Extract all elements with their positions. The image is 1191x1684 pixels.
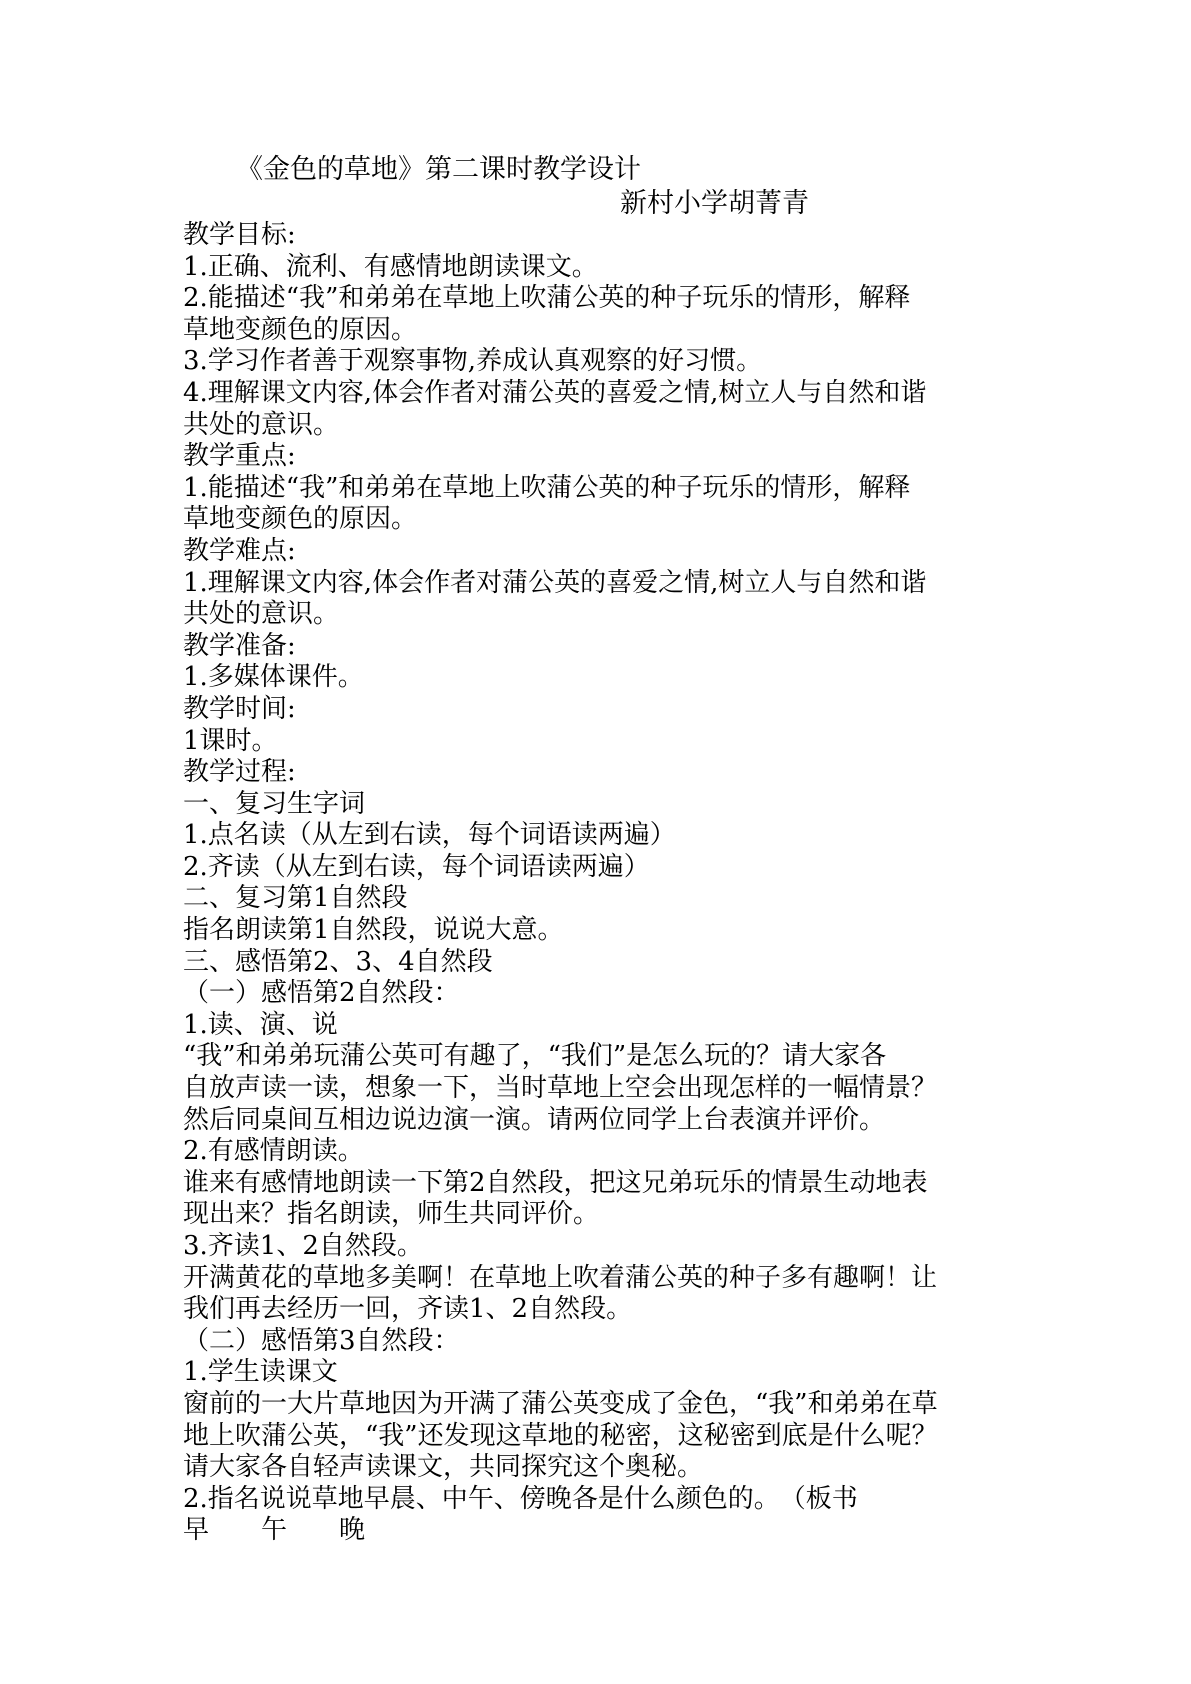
body-line: 3.齐读1、2自然段。 (183, 1231, 423, 1261)
document-title: 《金色的草地》第二课时教学设计 (236, 154, 641, 185)
body-line: 开满黄花的草地多美啊！在草地上吹着蒲公英的种子多有趣啊！让 (183, 1262, 938, 1293)
body-line: （二）感悟第3自然段： (183, 1325, 460, 1356)
document-author: 新村小学胡菁青 (620, 188, 809, 219)
body-line: 教学过程: (183, 757, 296, 788)
body-line: 共处的意识。 (183, 599, 340, 630)
body-line: 2.能描述“我”和弟弟在草地上吹蒲公英的种子玩乐的情形，解释 (183, 283, 911, 314)
body-line: 1.学生读课文 (183, 1357, 338, 1388)
body-line: 草地变颜色的原因。 (183, 504, 418, 535)
body-line: 请大家各自轻声读课文，共同探究这个奥秘。 (183, 1452, 704, 1483)
body-line: 1.点名读（从左到右读，每个词语读两遍） (183, 820, 676, 851)
body-line: 现出来？指名朗读，师生共同评价。 (183, 1199, 600, 1230)
body-line: 1.理解课文内容,体会作者对蒲公英的喜爱之情,树立人与自然和谐 (183, 567, 927, 598)
body-line: “我”和弟弟玩蒲公英可有趣了，“我们”是怎么玩的？请大家各 (183, 1041, 887, 1072)
body-line: 窗前的一大片草地因为开满了蒲公英变成了金色，“我”和弟弟在草 (183, 1388, 938, 1419)
body-line: 早 午 晚 (183, 1515, 366, 1546)
body-line: 教学难点: (183, 535, 296, 566)
body-line: 谁来有感情地朗读一下第2自然段，把这兄弟玩乐的情景生动地表 (183, 1167, 928, 1198)
body-line: 1.能描述“我”和弟弟在草地上吹蒲公英的种子玩乐的情形，解释 (183, 472, 911, 503)
body-line: 3.学习作者善于观察事物,养成认真观察的好习惯。 (183, 346, 763, 377)
body-line: 1.读、演、说 (183, 1009, 338, 1040)
body-line: 三、感悟第2、3、4自然段 (183, 946, 493, 977)
body-line: 教学重点: (183, 441, 296, 472)
body-line: 地上吹蒲公英，“我”还发现这草地的秘密，这秘密到底是什么呢？ (183, 1420, 938, 1451)
body-line: 教学准备: (183, 630, 296, 661)
body-line: （一）感悟第2自然段： (183, 978, 460, 1009)
body-line: 1.多媒体课件。 (183, 662, 364, 693)
body-line: 然后同桌间互相边说边演一演。请两位同学上台表演并评价。 (183, 1104, 886, 1135)
body-line: 草地变颜色的原因。 (183, 314, 418, 345)
body-line: 共处的意识。 (183, 409, 340, 440)
body-line: 2.有感情朗读。 (183, 1136, 364, 1167)
body-line: 2.指名说说草地早晨、中午、傍晚各是什么颜色的。 （板书 (183, 1483, 858, 1514)
body-line: 自放声读一读，想象一下，当时草地上空会出现怎样的一幅情景？ (183, 1073, 938, 1104)
body-line: 二、复习第1自然段 (183, 883, 408, 914)
body-line: 2.齐读（从左到右读，每个词语读两遍） (183, 851, 650, 882)
body-line: 我们再去经历一回，齐读1、2自然段。 (183, 1294, 633, 1325)
body-line: 1课时。 (183, 725, 278, 756)
body-line: 教学目标: (183, 220, 296, 250)
body-line: 1.正确、流利、有感情地朗读课文。 (183, 251, 598, 282)
body-line: 指名朗读第1自然段，说说大意。 (183, 915, 564, 946)
document-body (183, 220, 1023, 1547)
body-line: 教学时间: (183, 693, 296, 724)
body-line: 一、复习生字词 (183, 788, 366, 819)
body-line: 4.理解课文内容,体会作者对蒲公英的喜爱之情,树立人与自然和谐 (183, 377, 927, 408)
